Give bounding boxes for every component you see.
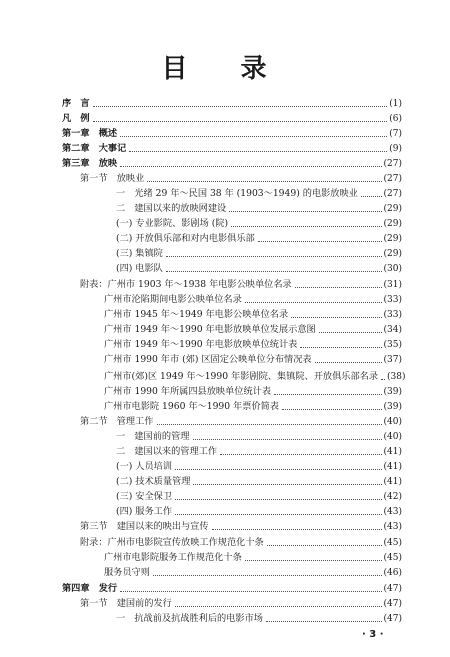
toc-entry[interactable]: [104, 400, 402, 413]
toc-entry-page: (40): [383, 417, 402, 427]
toc-entry-title: 第三节 建国以来的映出与宣传: [80, 521, 209, 532]
toc-entry-title: (二) 开放俱乐部和对内电影俱乐部: [116, 233, 255, 244]
toc-entry[interactable]: [80, 415, 402, 428]
toc-entry-title: 第四章 发行: [62, 583, 118, 594]
toc-entry[interactable]: [116, 612, 402, 625]
toc-entry-page: (27): [383, 159, 402, 169]
toc-entry-title: 一 建国前的管理: [116, 431, 190, 442]
toc-entry[interactable]: [116, 187, 402, 200]
toc-entry-page: (29): [383, 219, 402, 229]
dot-leader: [153, 575, 382, 576]
toc-entry[interactable]: [116, 202, 402, 215]
toc-entry-title: 第一节 放映业: [80, 173, 145, 184]
toc-entry[interactable]: [116, 460, 402, 473]
toc-entry-title: 广州市 1990 年所属四县放映单位统计表: [104, 386, 272, 397]
toc-entry-page: (33): [383, 295, 402, 305]
toc-entry-title: 二 建国以来的管理工作: [116, 446, 218, 457]
toc-entry-page: (38): [387, 372, 406, 382]
dot-leader: [245, 560, 382, 561]
dot-leader: [381, 379, 385, 380]
toc-entry[interactable]: [80, 172, 402, 185]
dot-leader: [175, 514, 381, 515]
toc-entry-title: 广州市 1990 年市 (郊) 区固定公映单位分布情况表: [104, 354, 312, 365]
toc-entry-title: (四) 服务工作: [116, 506, 173, 517]
toc-entry-page: (39): [383, 402, 402, 412]
dot-leader: [120, 166, 381, 167]
dot-leader: [166, 271, 382, 272]
dot-leader: [315, 362, 382, 363]
toc-entry-page: (29): [383, 204, 402, 214]
toc-entry-page: (45): [383, 538, 402, 548]
toc-entry-page: (42): [383, 492, 402, 502]
toc-entry-page: (33): [383, 310, 402, 320]
toc-entry[interactable]: [62, 142, 402, 155]
page-number: · 3 ·: [362, 629, 384, 640]
toc-entry-page: (39): [383, 387, 402, 397]
toc-entry-title: (三) 集镇院: [116, 248, 163, 259]
toc-entry-page: (6): [389, 114, 402, 124]
toc-entry-title: (三) 安全保卫: [116, 491, 173, 502]
dot-leader: [282, 409, 382, 410]
toc-entry[interactable]: [62, 112, 402, 125]
toc-entry-title: 凡 例: [62, 113, 90, 124]
toc-entry-page: (35): [383, 340, 402, 350]
toc-entry-page: (29): [383, 234, 402, 244]
dot-leader: [175, 606, 382, 607]
toc-entry[interactable]: [104, 308, 402, 321]
toc-entry-page: (43): [383, 507, 402, 517]
toc-entry[interactable]: [62, 157, 402, 170]
toc-entry-title: 一 光绪 29 年～民国 38 年 (1903～1949) 的电影放映业: [116, 188, 358, 199]
toc-entry-title: 第二节 管理工作: [80, 416, 154, 427]
dot-leader: [93, 106, 388, 107]
toc-entry[interactable]: [104, 566, 402, 579]
toc-entry-title: 第二章 大事记: [62, 143, 127, 154]
toc-entry-page: (45): [383, 553, 402, 563]
dot-leader: [295, 287, 382, 288]
dot-leader: [245, 302, 382, 303]
toc-entry[interactable]: [116, 490, 402, 503]
toc-entry-title: 附表：广州市 1903 年～1938 年电影公映单位名录: [80, 279, 292, 290]
toc-entry-page: (27): [383, 189, 402, 199]
dot-leader: [300, 347, 381, 348]
toc-entry[interactable]: [80, 536, 402, 549]
dot-leader: [93, 121, 388, 122]
toc-entry-page: (30): [383, 264, 402, 274]
toc-entry-title: (一) 人员培训: [116, 461, 173, 472]
toc-entry[interactable]: [104, 385, 402, 398]
toc-entry-page: (9): [389, 144, 402, 154]
toc-entry-title: 广州市电影院 1960 年～1990 年票价简表: [104, 401, 279, 412]
dot-leader: [175, 469, 381, 470]
toc-entry-title: 广州市 1945 年～1949 年电影公映单位名录: [104, 309, 289, 320]
toc-entry[interactable]: [116, 262, 402, 275]
toc-entry-page: (47): [383, 584, 402, 594]
toc-entry-page: (29): [383, 249, 402, 259]
toc-entry[interactable]: [116, 475, 402, 488]
toc-entry-page: (27): [383, 174, 402, 184]
toc-entry-title: 二 建国以来的放映网建设: [116, 203, 227, 214]
toc-entry-title: 序 言: [62, 98, 90, 109]
dot-leader: [175, 499, 381, 500]
toc-entry-title: 广州市 1949 年～1990 年电影放映单位统计表: [104, 339, 298, 350]
toc-entry[interactable]: [116, 217, 402, 230]
toc-entry-page: (47): [383, 614, 402, 624]
toc-entry-page: (7): [389, 129, 402, 139]
toc-entry[interactable]: [80, 597, 402, 610]
toc-entry[interactable]: [104, 370, 406, 383]
dot-leader: [212, 529, 382, 530]
page-title: 目 录: [161, 54, 289, 84]
toc-entry-title: (一) 专业影院、影剧场 (院): [116, 218, 229, 229]
dot-leader: [231, 226, 381, 227]
toc-entry[interactable]: [62, 97, 402, 110]
toc-entry-page: (41): [383, 462, 402, 472]
toc-entry[interactable]: [62, 127, 402, 140]
dot-leader: [193, 439, 382, 440]
dot-leader: [120, 136, 387, 137]
toc-entry[interactable]: [116, 247, 402, 260]
toc-entry-title: 一 抗战前及抗战胜利后的电影市场: [116, 613, 263, 624]
toc-entry[interactable]: [104, 338, 402, 351]
toc-entry[interactable]: [62, 582, 402, 595]
toc-entry-title: 附录：广州市电影院宣传放映工作规范化十条: [80, 537, 264, 548]
toc-entry-page: (41): [383, 477, 402, 487]
dot-leader: [229, 211, 381, 212]
toc-entry-page: (1): [389, 99, 402, 109]
toc-entry[interactable]: [116, 445, 402, 458]
toc-entry[interactable]: [116, 430, 402, 443]
toc-entry-page: (31): [383, 280, 402, 290]
dot-leader: [147, 181, 381, 182]
toc-entry[interactable]: [116, 232, 402, 245]
dot-leader: [266, 621, 382, 622]
toc-entry-title: (二) 技术质量管理: [116, 476, 191, 487]
toc-entry-title: 广州市 1949 年～1990 年电影放映单位发展示意图: [104, 324, 316, 335]
toc-entry-page: (43): [383, 522, 402, 532]
toc-entry-title: 第一节 建国前的发行: [80, 598, 172, 609]
dot-leader: [291, 317, 381, 318]
dot-leader: [258, 241, 382, 242]
toc-entry-page: (40): [383, 432, 402, 442]
toc-entry-title: (四) 电影队: [116, 263, 163, 274]
toc-entry[interactable]: [80, 278, 402, 291]
dot-leader: [157, 424, 382, 425]
toc-entry-title: 广州市电影院服务工作规范化十条: [104, 552, 242, 563]
toc-entry[interactable]: [104, 353, 402, 366]
dot-leader: [120, 591, 381, 592]
dot-leader: [193, 484, 381, 485]
toc-entry-page: (37): [383, 355, 402, 365]
toc-entry-title: 广州市沦陷期间电影公映单位名录: [104, 294, 242, 305]
toc-entry-page: (34): [383, 325, 402, 335]
dot-leader: [361, 196, 382, 197]
toc-entry[interactable]: [104, 293, 402, 306]
dot-leader: [220, 454, 381, 455]
toc-entry-title: 第一章 概述: [62, 128, 118, 139]
toc-entry-title: 服务员守则: [104, 567, 150, 578]
toc-entry-page: (41): [383, 447, 402, 457]
toc-entry[interactable]: [116, 505, 402, 518]
dot-leader: [267, 545, 382, 546]
toc-entry[interactable]: [80, 520, 402, 533]
toc-entry-title: 广州市(郊)区 1949 年～1990 年影剧院、集镇院、开放俱乐部名录: [104, 371, 379, 382]
toc-entry-title: 第三章 放映: [62, 158, 118, 169]
toc-entry[interactable]: [104, 551, 402, 564]
dot-leader: [319, 332, 382, 333]
dot-leader: [166, 256, 382, 257]
toc-entry-page: (46): [383, 568, 402, 578]
dot-leader: [129, 151, 387, 152]
toc-entry-page: (47): [383, 599, 402, 609]
dot-leader: [274, 394, 381, 395]
toc-entry[interactable]: [104, 323, 402, 336]
